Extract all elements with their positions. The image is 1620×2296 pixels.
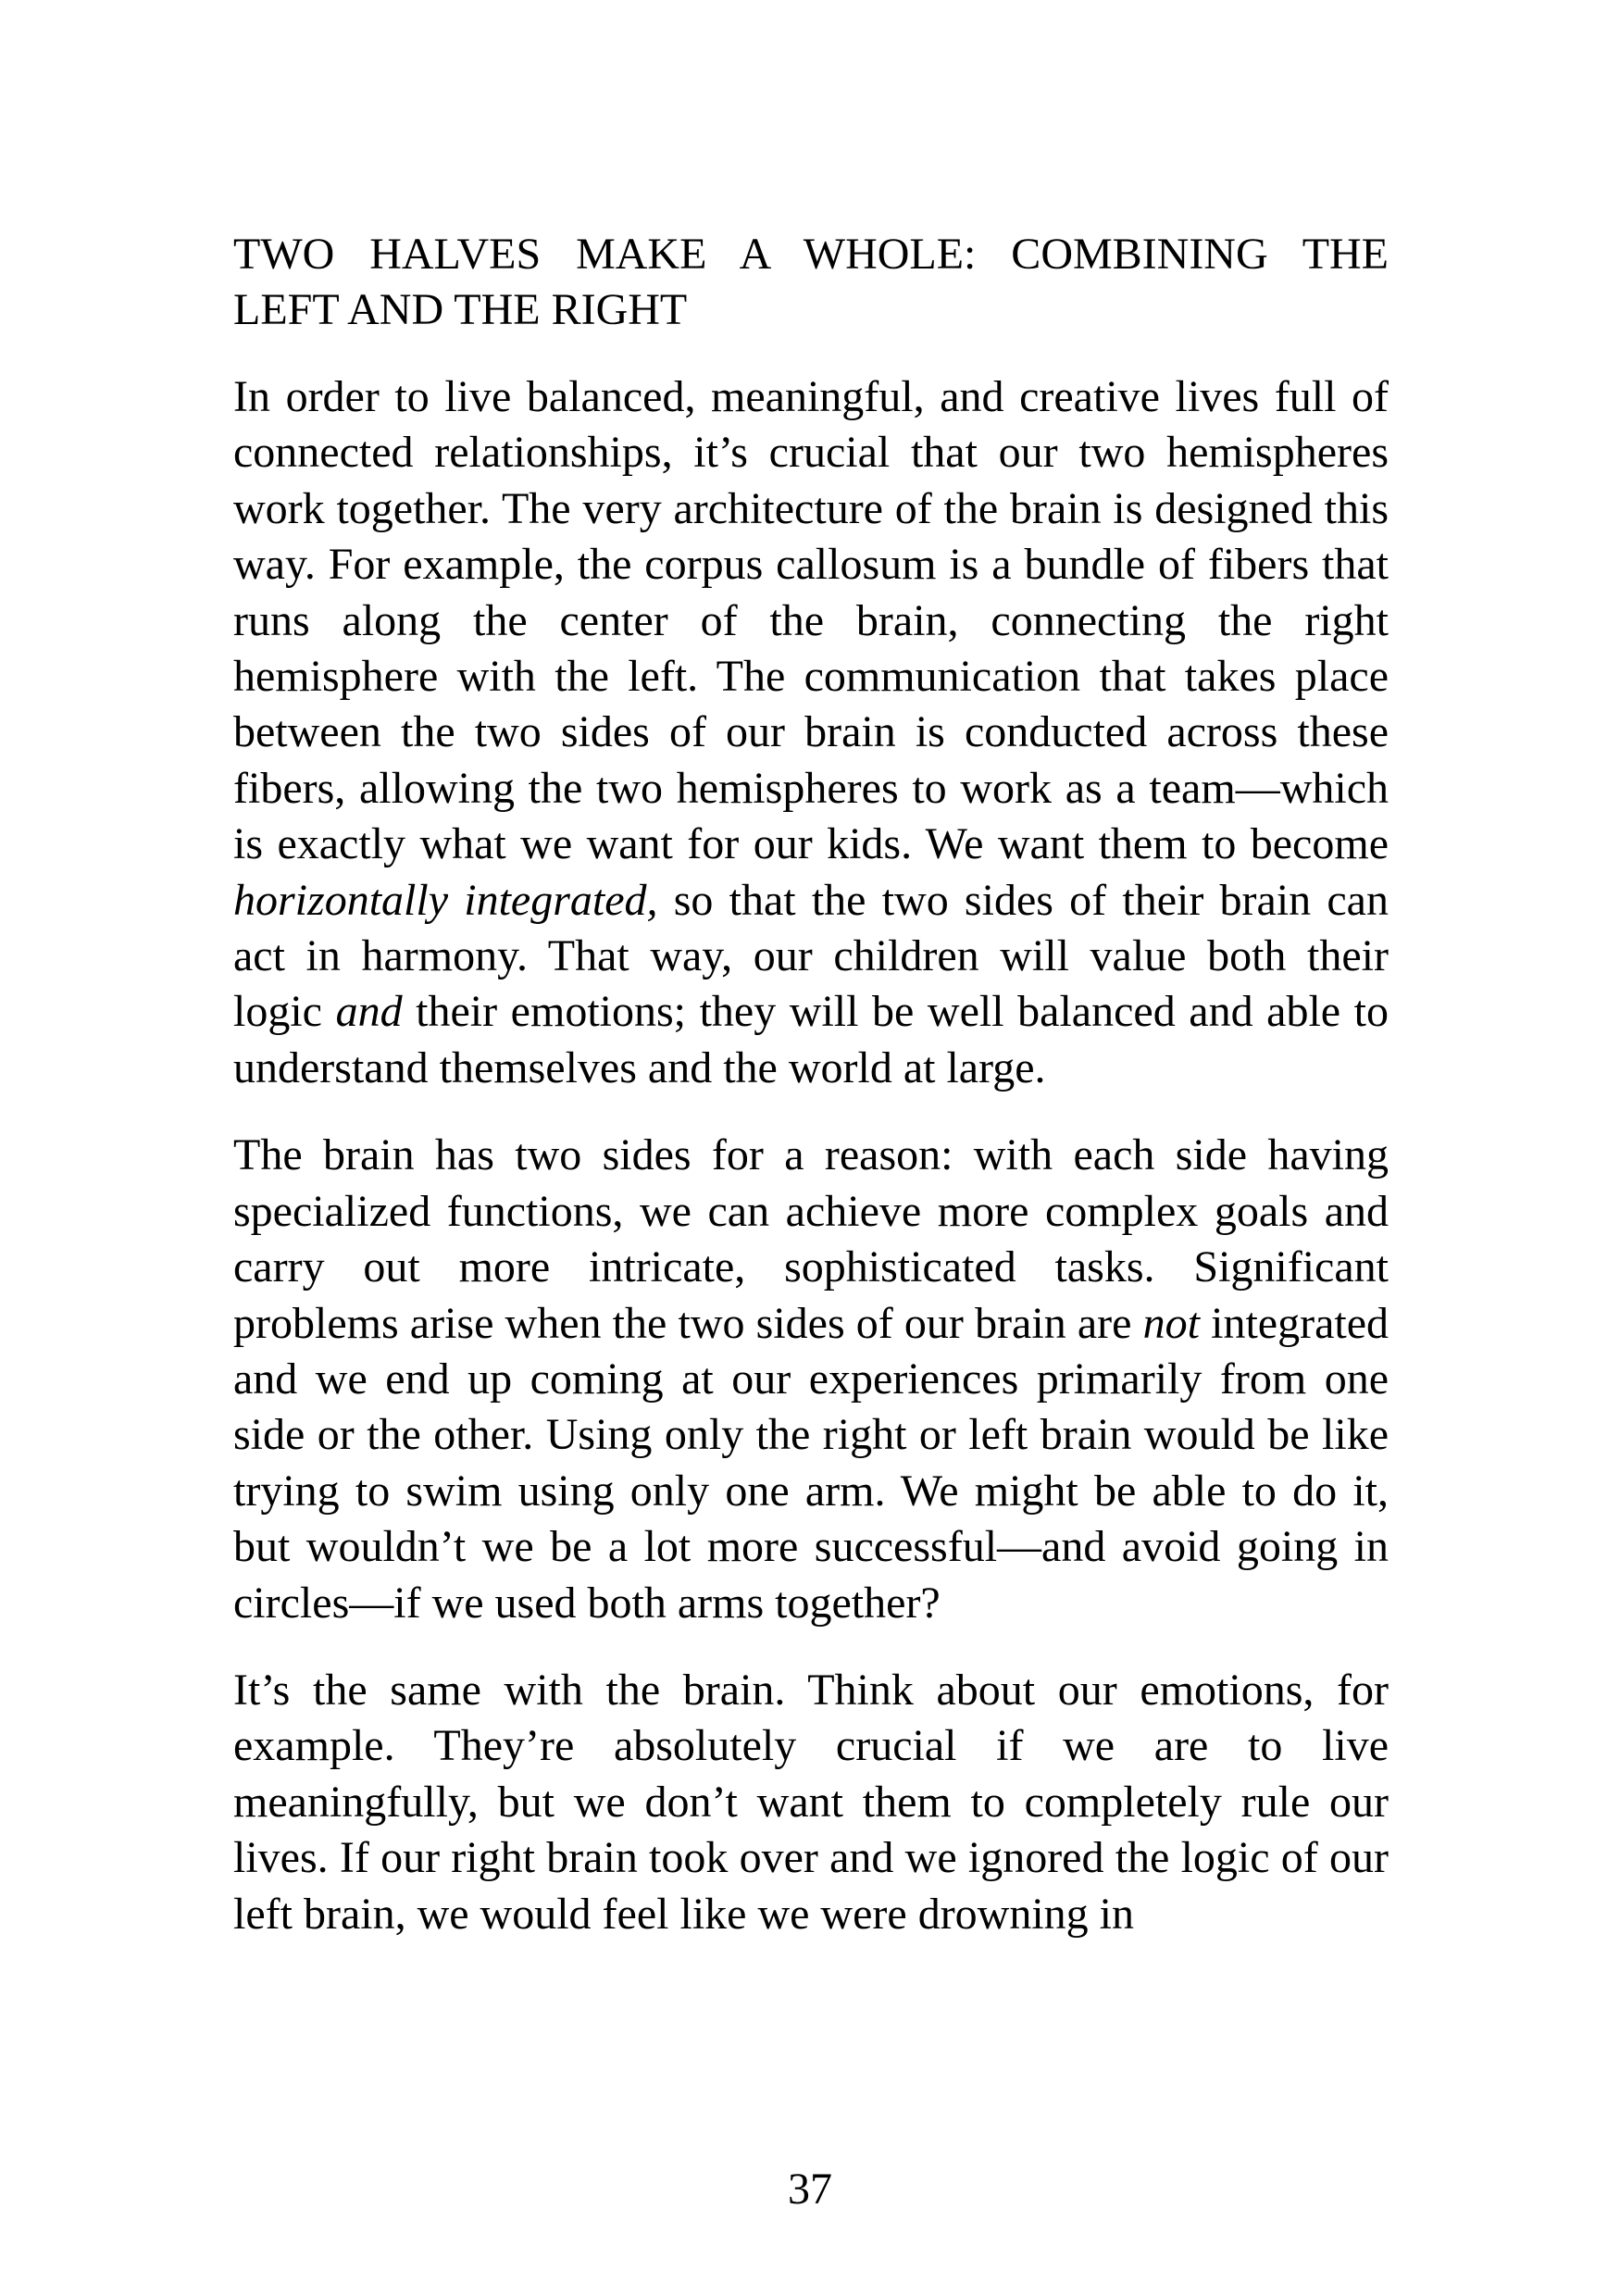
paragraph-1-emphasis-horizontally-integrated: horizontally integrated, bbox=[233, 875, 658, 925]
page-number: 37 bbox=[788, 2165, 832, 2214]
section-heading-line-2: LEFT AND THE RIGHT bbox=[233, 285, 688, 334]
section-heading-line-1: TWO HALVES MAKE A WHOLE: COMBINING THE bbox=[233, 230, 1389, 279]
paragraph-1 bbox=[233, 369, 1389, 1096]
paragraph-2-text-a: The brain has two sides for a reason: with each side having specialized functions, we can achieve more complex goals and carry out more intricate, sophisticated tasks. Significant problems arise when the two sides of our brain are bbox=[233, 1130, 1389, 1348]
paragraph-1-text-b: so that the two sides of their brain can act in harmony. That way, our children will value both their logic bbox=[233, 875, 1389, 1037]
paragraph-1-emphasis-and: and bbox=[335, 987, 403, 1037]
paragraph-3-text-a: It’s the same with the brain. Think about our emotions, for example. They’re absolutely crucial if we are to live meaningfully, but we don’t want them to completely rule our lives. If our right brain took over and we ignored the logic of our left brain, we would feel like we were drowning in bbox=[233, 1665, 1389, 1939]
paragraph-2-text-b: integrated and we end up coming at our experiences primarily from one side or the other. Using only the right or left brain would be like trying to swim using only one arm. We might be able to do it, but wouldn’t we be a lot more successful—and avoid going in circles—if we used both arms together? bbox=[233, 1298, 1389, 1628]
paragraph-1-text-a: In order to live balanced, meaningful, and creative lives full of connected relationships, it’s crucial that our two hemispheres work together. The very architecture of the brain is designed this way. For example, the corpus callosum is a bundle of fibers that runs along the center of the brain, connecting the right hemisphere with the left. The communication that takes place between the two sides of our brain is conducted across these fibers, allowing the two hemispheres to work as a team—which is exactly what we want for our kids. We want them to become bbox=[233, 372, 1389, 869]
paragraph-2 bbox=[233, 1128, 1389, 1631]
paragraph-1-text-c: their emotions; they will be well balanced and able to understand themselves and the world at large. bbox=[233, 987, 1389, 1092]
section-heading bbox=[233, 227, 1389, 338]
page-body bbox=[233, 227, 1389, 1942]
paragraph-2-emphasis-not: not bbox=[1142, 1298, 1200, 1348]
paragraph-3 bbox=[233, 1663, 1389, 1942]
